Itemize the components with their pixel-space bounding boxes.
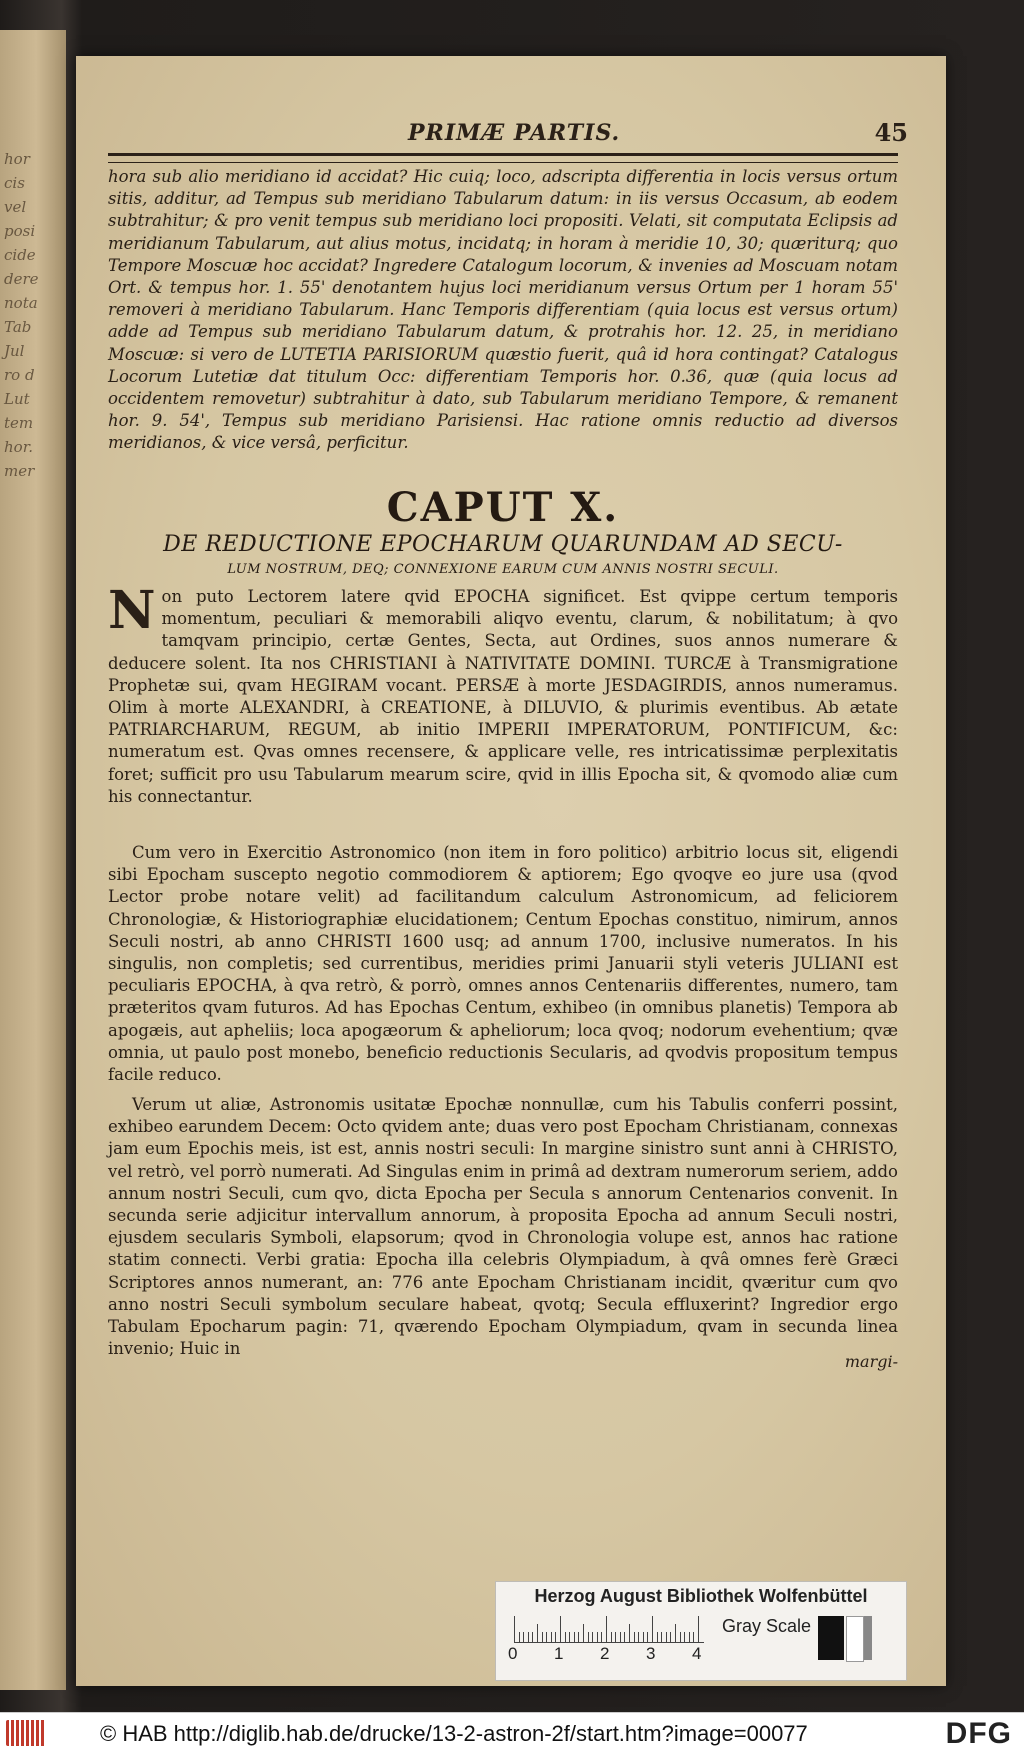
scale-tick (698, 1616, 699, 1642)
scale-tick (551, 1632, 552, 1642)
scale-tick (514, 1616, 515, 1642)
scale-tick (601, 1632, 602, 1642)
paragraph-1 (108, 580, 898, 808)
scale-tick (606, 1616, 607, 1642)
scale-tick (689, 1632, 690, 1642)
scale-tick (634, 1632, 635, 1642)
scale-tick (684, 1632, 685, 1642)
header-rule (108, 153, 898, 163)
library-name: Herzog August Bibliothek Wolfenbüttel (534, 1586, 868, 1606)
scale-tick (620, 1632, 621, 1642)
chapter-subtitle-line2: LUM NOSTRUM, DEQ; CONNEXIONE EARUM CUM ANNIS NOSTRI SECULI. (227, 562, 779, 577)
left-page-fragment: cide (4, 246, 36, 264)
left-page-fragment: hor. (4, 438, 33, 456)
scale-number: 0 (508, 1644, 518, 1663)
left-page-fragment: mer (4, 462, 35, 480)
left-page-fragment: ro d (4, 366, 35, 384)
scale-tick (615, 1632, 616, 1642)
gray-swatch-black (818, 1616, 844, 1660)
scale-tick (537, 1624, 538, 1642)
scale-tick (528, 1632, 529, 1642)
chapter-subtitle: DE REDUCTIONE EPOCHARUM QUARUNDAM AD SECU- (163, 532, 843, 557)
left-page-fragment: Jul (4, 342, 25, 360)
scale-tick (542, 1632, 543, 1642)
scale-tick (611, 1632, 612, 1642)
scale-ruler (514, 1616, 704, 1643)
scale-tick (629, 1624, 630, 1642)
scale-tick (569, 1632, 570, 1642)
book-page (76, 56, 946, 1686)
left-page-fragment: posi (4, 222, 36, 240)
scale-tick (565, 1632, 566, 1642)
scale-number: 2 (600, 1644, 610, 1663)
footer-bar (0, 1712, 1024, 1754)
scale-tick (560, 1616, 561, 1642)
scale-tick (588, 1632, 589, 1642)
scale-tick (652, 1616, 653, 1642)
scale-tick (675, 1624, 676, 1642)
page-number: 45 (874, 118, 908, 147)
left-page-fragment: cis (4, 174, 25, 192)
paragraph-3: Verum ut aliæ, Astronomis usitatæ Epochæ nonnullæ, cum his Tabulis conferri possint, exhibeo earundem Decem: Octo qvidem ante; duas vero post Epocham Christianam, connexas jam eum Epochis meis, ist est, annis nostri seculi: In margine sinistro sunt anni à CHRISTO, vel retrò, vel porrò numerati. Ad Singulas enim in primâ ad dextram numerorum seriem, addo annum nostri Seculi, cum qvo, dicta Epocha per Secula s annorum Centenarios convenit. In secunda serie adjicitur intervallum annorum, à proposita Epocha ad annum Seculi nostri, ejusdem secularis Symboli, elapsorum; qvod in Chronologia volupe est, annos hac ratione statim connecti. Verbi gratia: Epocha illa celebris Olympiadum, à qvâ omnes ferè Græci Scriptores annos numerant, an: 776 ante Epocham Christianam incidit, qværitur cum qvo anno nostri Seculi symbolum seculare habeat, qvotq; Secula effluxerint? Ingredior ergo Tabulam Epocharum pagin: 71, qværendo Epocham Olympiadum, qvam in secunda linea invenio; Huic in (108, 1095, 898, 1359)
left-page-fragment: nota (4, 294, 38, 312)
scale-tick (555, 1632, 556, 1642)
scale-tick (638, 1632, 639, 1642)
scale-tick (578, 1632, 579, 1642)
scale-tick (680, 1632, 681, 1642)
paragraph-top: hora sub alio meridiano id accidat? Hic cuiq; loco, adscripta differentia in locis versus ortum sitis, additur, ad Tempus sub meridiano Tabularum datum: in iis versus Occasum, ab eodem subtrahitur; & pro venit tempus sub meridiano loci propositi. Velati, sit computata Eclipsis ad meridianum Tabularum, aut alius motus, incidatq; in horam à meridie 10, 30; quæriturq; quo Tempore Moscuæ hoc accidat? Ingredere Catalogum locorum, & invenies ad Moscuam notam Ort. & tempus hor. 1. 55' denotantem hujus loci meridianum versus Ortum per 1 horam 55' removeri à meridiano Tabularum. Hanc Temporis differentiam (quia locus est versus ortum) adde ad Tempus sub meridiano Tabularum datum, & protrahis hor. 12. 25, in meridiano Moscuæ: si vero de LUTETIA PARISIORUM quæstio fuerit, quâ id hora contingat? Catalogus Locorum Lutetiæ dat titulum Occ: differentiam Temporis hor. 0.36, quæ (quia locus ad occidentem removetur) subtrahitur à dato, sub Tabularum meridiano Tempore, & remanent hor. 9. 54', Tempus sub meridiano Parisiensi. Hac ratione omnis reductio ad diversos meridianos, & vice versâ, perficitur. (108, 167, 898, 453)
hab-logo-icon (6, 1720, 46, 1746)
left-page-fragment: Tab (4, 318, 32, 336)
drop-cap: N (108, 580, 156, 641)
scale-tick (574, 1632, 575, 1642)
left-page-edge (0, 30, 66, 1690)
dfg-logo: DFG (945, 1717, 1012, 1750)
scale-tick (592, 1632, 593, 1642)
scale-numbers (508, 1644, 708, 1664)
left-page-fragment: vel (4, 198, 27, 216)
scale-tick (657, 1632, 658, 1642)
scale-number: 1 (554, 1644, 564, 1663)
catchword: margi- (844, 1352, 898, 1371)
scale-tick (519, 1632, 520, 1642)
color-calibration-bar (495, 1581, 907, 1681)
scale-tick (624, 1632, 625, 1642)
scale-number: 3 (646, 1644, 656, 1663)
left-page-fragment: Lut (4, 390, 30, 408)
scale-tick (666, 1632, 667, 1642)
scale-tick (583, 1624, 584, 1642)
footer-url[interactable]: © HAB http://diglib.hab.de/drucke/13-2-astron-2f/start.htm?image=00077 (100, 1721, 808, 1746)
gray-scale-label: Gray Scale (722, 1616, 812, 1636)
scale-tick (670, 1632, 671, 1642)
left-page-fragment: dere (4, 270, 39, 288)
gray-swatch-mid (864, 1616, 872, 1660)
scale-tick (597, 1632, 598, 1642)
scale-tick (643, 1632, 644, 1642)
scale-tick (546, 1632, 547, 1642)
gray-swatch-white (846, 1616, 864, 1662)
scale-tick (693, 1632, 694, 1642)
left-page-fragment: tem (4, 414, 34, 432)
running-title: PRIMÆ PARTIS. (408, 120, 621, 146)
paragraph-1-text: on puto Lectorem latere qvid EPOCHA significet. Est qvippe certum temporis momentum, peculiari & memorabili aliqvo eventu, clarum, & nobilitatum; à qvo tamqvam principio, certæ Gentes, Secta, aut Ordines, suos annos numerare & deducere solent. Ita nos CHRISTIANI à NATIVITATE DOMINI. TURCÆ à Transmigratione Prophetæ sui, qvam HEGIRAM vocant. PERSÆ à morte JESDAGIRDIS, annos numeramus. Olim à morte ALEXANDRI, à CREATIONE, à DILUVIO, & plurimis eventibus. Ab ætate PATRIARCHARUM, REGUM, ab initio IMPERII IMPERATORUM, PONTIFICUM, &c: numeratum est. Qvas omnes recensere, & applicare velle, res intricatissimæ perplexitatis foret; sufficit pro usu Tabularum mearum scire, qvid in illis Epocha sit, & qvomodo aliæ cum his connectantur. (108, 587, 898, 806)
scale-tick (661, 1632, 662, 1642)
scale-tick (647, 1632, 648, 1642)
left-page-fragment: hor (4, 150, 30, 168)
page-header (108, 118, 908, 150)
scale-tick (532, 1632, 533, 1642)
chapter-title: CAPUT X. (386, 484, 620, 531)
scale-number: 4 (692, 1644, 702, 1663)
scale-tick (523, 1632, 524, 1642)
paragraph-2: Cum vero in Exercitio Astronomico (non item in foro politico) arbitrio locus sit, eligendi sibi Epocham suscepto negotio commodiorem & aptiorem; Ego qvoqve eo jure usa (qvod Lector probe notare velit) ad facilitandum calculum Astronomicum, ad feliciorem Chronologiæ, & Historiographiæ elucidationem; Centum Epochas constituo, nimirum, annos Seculi nostri, ab anno CHRISTI 1600 usq; ad annum 1700, inclusive numeratos. In his singulis, non completis; sed currentibus, meridies primi Januarii styli veteris JULIANI est peculiaris EPOCHA, à qva retrò, & porrò, omnes annos Centenariis differentes, numero, tam præteritos qvam futuros. Ad has Epochas Centum, exhibeo (in omnibus planetis) Tempora ab apogæis, aut apheliis; loca apogæorum & apheliorum; loca qvoq; nodorum evehentium; qvæ omnia, ut paulo post monebo, beneficio reductionis Secularis, ad qvodvis propositum tempus facile reduco. (108, 843, 898, 1085)
